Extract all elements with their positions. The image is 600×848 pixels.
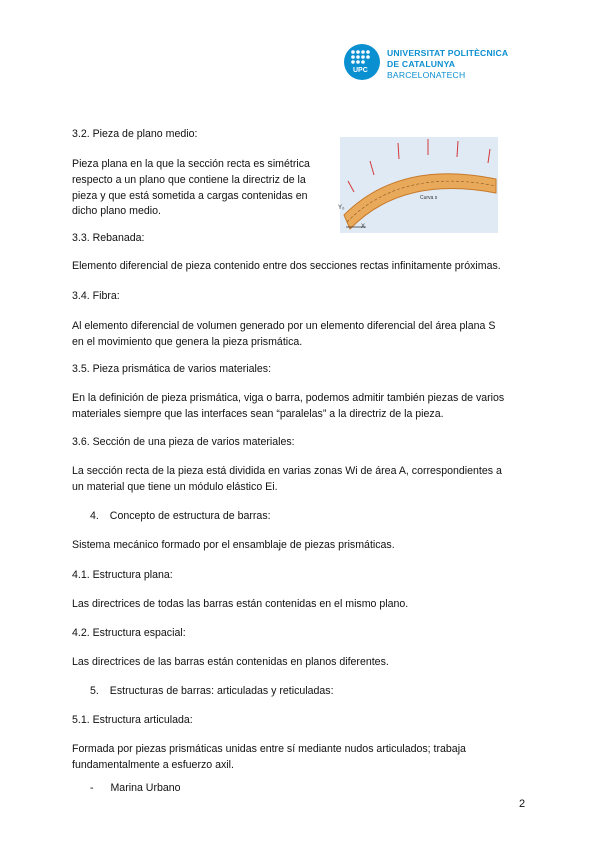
author-line [90,782,181,794]
figure-label-y: Y₀ [338,205,345,211]
section-3-6-text [72,464,502,495]
section-5-1-text [72,742,466,773]
section-3-6-title: 3.6. Sección de una pieza de varios materiales: [72,436,295,448]
section-3-5-text [72,391,504,422]
upc-logo [344,44,380,80]
curved-beam-figure [340,137,498,233]
upc-logo-mark-text: UPC [353,67,368,74]
text-line: En la definición de pieza prismática, viga o barra, podemos admitir también piezas de varios [72,392,505,404]
section-4-2-text: Las directrices de las barras están contenidas en planos diferentes. [72,656,389,668]
section-4-heading [90,510,271,522]
text-line: La sección recta de la pieza está dividida en varias zonas Wi de área A, correspondientes a [72,465,502,477]
text-line: Pieza plana en la que la sección recta es simétrica [72,158,310,170]
section-5-1-title: 5.1. Estructura articulada: [72,714,193,726]
section-3-5-title: 3.5. Pieza prismática de varios materiales: [72,363,272,375]
text-line: materiales siempre que las interfaces sean “paralelas” a la directriz de la pieza. [72,407,444,420]
figure-label-curve: Curva s [420,195,438,201]
section-5-number: 5. [90,685,99,697]
figure-label-x: X [361,224,366,230]
text-line: Al elemento diferencial de volumen generado por un elemento diferencial del área plana S [72,320,496,332]
section-5-heading [90,685,334,697]
section-4-1-title: 4.1. Estructura plana: [72,569,173,581]
author-bullet: - [90,782,94,794]
section-4-number: 4. [90,510,99,522]
section-3-3-text: Elemento diferencial de pieza contenido entre dos secciones rectas infinitamente próximas. [72,260,501,272]
section-3-4-text [72,319,495,350]
logo-line-3: BARCELONATECH [387,70,466,80]
text-line: Formada por piezas prismáticas unidas entre sí mediante nudos articulados; trabaja [72,743,466,755]
text-line: en el movimiento que genera la pieza prismática. [72,335,303,348]
text-line: dicho plano medio. [72,205,161,218]
section-3-4-title: 3.4. Fibra: [72,290,120,302]
curved-beam-diagram [340,137,498,233]
upc-logo-mark-icon [344,44,380,80]
section-3-2-title: 3.2. Pieza de plano medio: [72,128,198,140]
section-3-3-title: 3.3. Rebanada: [72,232,145,244]
section-3-2-text [72,157,310,220]
text-line: fundamentalmente a esfuerzo axil. [72,758,234,771]
logo-line-2: DE CATALUNYA [387,59,456,69]
section-4-2-title: 4.2. Estructura espacial: [72,627,186,639]
section-4-title: Concepto de estructura de barras: [109,510,271,522]
page-number: 2 [519,798,526,810]
text-line: pieza y que está sometida a cargas contenidas en [72,189,308,202]
section-4-1-text: Las directrices de todas las barras están contenidas en el mismo plano. [72,598,409,610]
text-line: un material que tiene un módulo elástico Ei. [72,480,278,493]
upc-logo-text [387,48,508,81]
section-5-title: Estructuras de barras: articuladas y reticuladas: [109,685,334,697]
section-4-text: Sistema mecánico formado por el ensamblaje de piezas prismáticas. [72,539,395,551]
text-line: respecto a un plano que contiene la directriz de la [72,173,306,186]
author-name: Marina Urbano [110,782,181,794]
logo-line-1: UNIVERSITAT POLITÈCNICA [387,48,509,58]
